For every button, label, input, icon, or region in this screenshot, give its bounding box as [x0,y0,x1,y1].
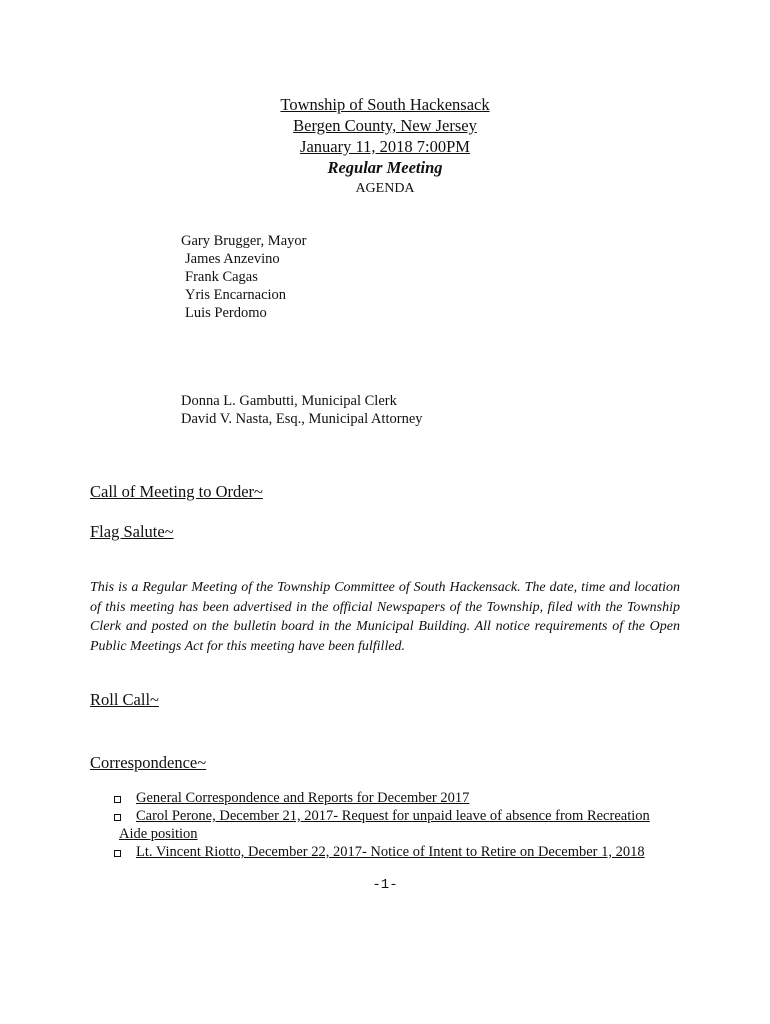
section-roll-call: Roll Call~ [90,690,159,709]
correspondence-item: Lt. Vincent Riotto, December 22, 2017- Notice of Intent to Retire on December 1, 2018 [136,844,645,860]
committee-member: James Anzevino [185,251,280,267]
meeting-type: Regular Meeting [327,158,443,177]
agenda-label: AGENDA [355,181,415,196]
county-line: Bergen County, New Jersey [293,116,477,135]
checkbox-bullet-icon [114,814,121,821]
correspondence-item: Carol Perone, December 21, 2017- Request for unpaid leave of absence from Recreation [136,808,650,824]
correspondence-item-continued: Aide position [119,826,198,842]
township-title: Township of South Hackensack [280,95,490,114]
section-correspondence: Correspondence~ [90,753,207,772]
correspondence-item: General Correspondence and Reports for December 2017 [136,790,470,806]
committee-member: Luis Perdomo [185,305,267,321]
meeting-datetime: January 11, 2018 7:00PM [300,137,470,156]
checkbox-bullet-icon [114,850,121,857]
opma-statement: This is a Regular Meeting of the Township Committee of South Hackensack. The date, time and location of this meeting has been advertised in the official Newspapers of the Township, filed with the Township Clerk and posted on the bulletin board in the Municipal Building. All notice requirements of the Open Public Meetings Act for this meeting have been fulfilled. [90,580,680,654]
municipal-attorney: David V. Nasta, Esq., Municipal Attorney [181,411,423,427]
section-call-to-order: Call of Meeting to Order~ [90,482,263,501]
page-number: -1- [372,877,398,893]
committee-member: Frank Cagas [185,269,258,285]
committee-member-mayor: Gary Brugger, Mayor [181,233,307,249]
checkbox-bullet-icon [114,796,121,803]
municipal-clerk: Donna L. Gambutti, Municipal Clerk [181,393,397,409]
section-flag-salute: Flag Salute~ [90,522,174,541]
committee-member: Yris Encarnacion [185,287,287,303]
